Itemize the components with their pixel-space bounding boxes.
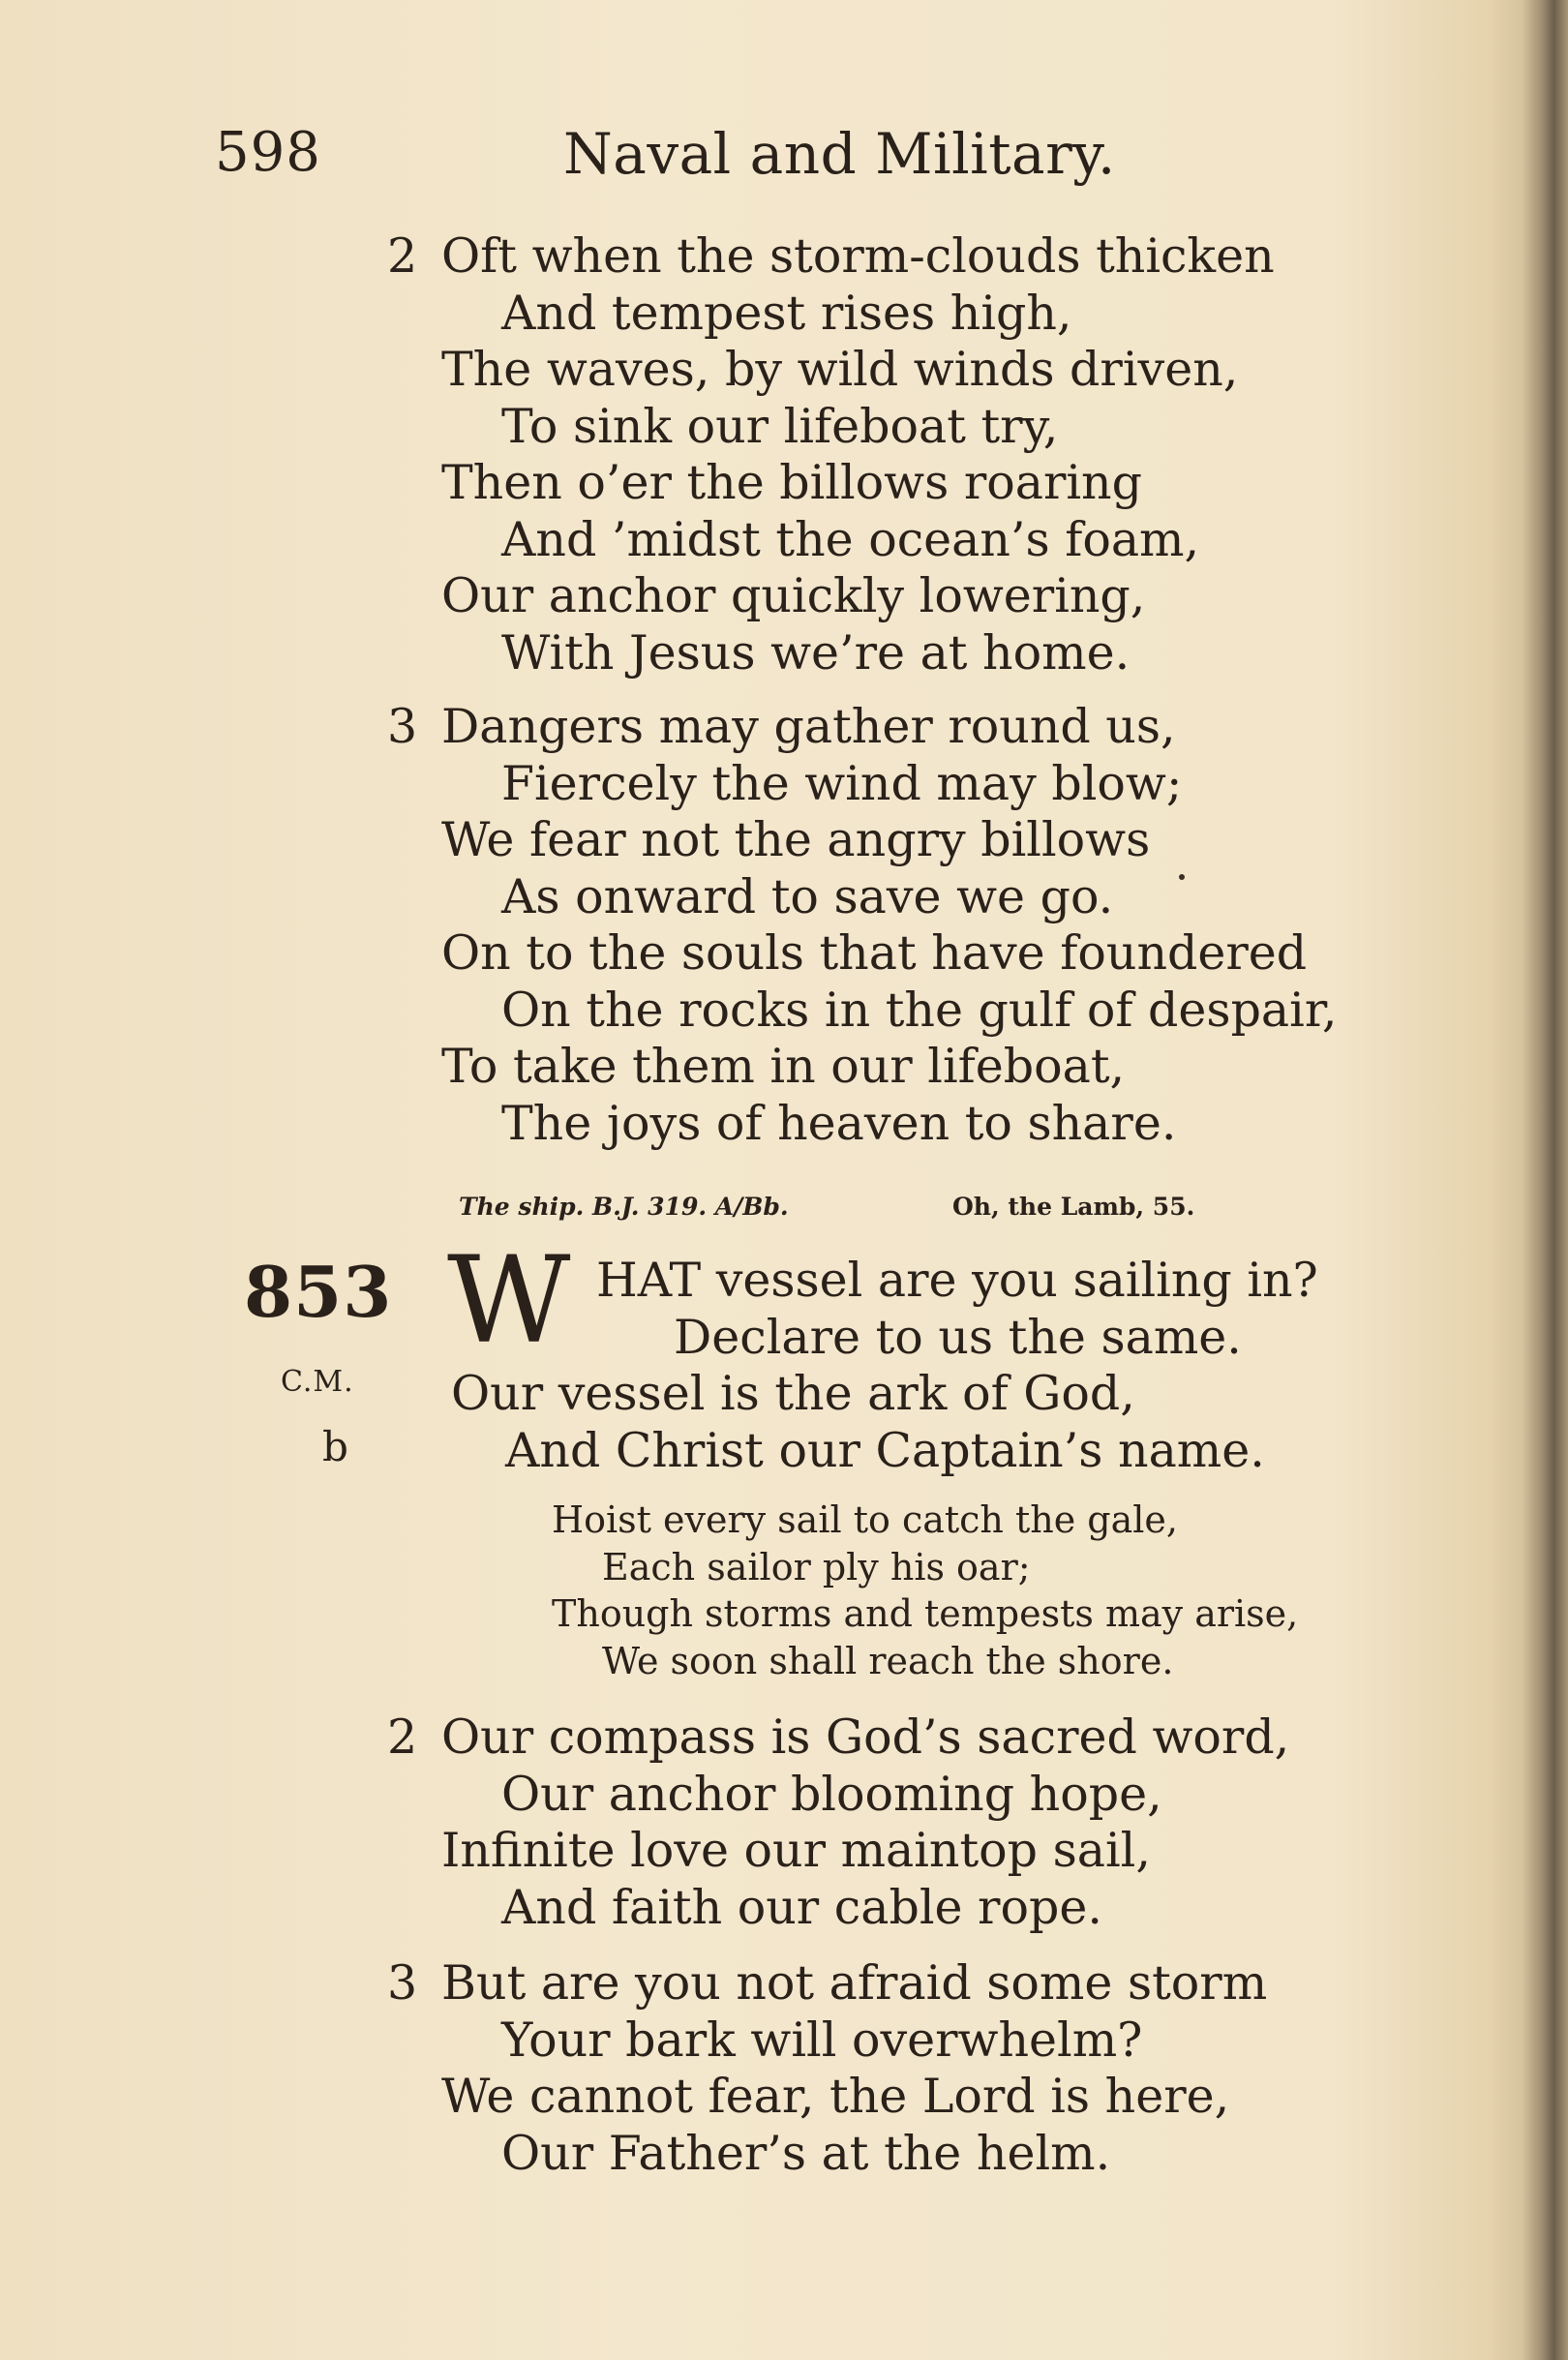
chorus <box>552 1497 1423 1684</box>
verse-line: Our Father’s at the helm. <box>501 2125 1111 2181</box>
verse-block <box>387 1955 1413 2182</box>
verse-line: On the rocks in the gulf of despair, <box>501 982 1338 1038</box>
verse-block <box>387 699 1413 1152</box>
verse-line: On to the souls that have foundered <box>441 925 1308 981</box>
verse-block <box>387 1709 1413 1936</box>
verse-line: Our compass is God’s sacred word, <box>441 1709 1290 1765</box>
verse-line: And faith our cable rope. <box>501 1879 1102 1935</box>
verse-line: And ’midst the ocean’s foam, <box>501 511 1200 567</box>
tune-reference <box>459 1193 1330 1231</box>
verse-block <box>387 228 1413 681</box>
verse-line: And tempest rises high, <box>501 285 1072 341</box>
verse-line: Oft when the storm-clouds thicken <box>441 228 1275 284</box>
verse-number: 3 <box>387 1955 418 2011</box>
chorus-line: We soon shall reach the shore. <box>602 1639 1174 1682</box>
tune-left: The ship. B.J. 319. A/Bb. <box>459 1193 789 1221</box>
chorus-line: Though storms and tempests may arise, <box>552 1592 1299 1635</box>
verse-line: Dangers may gather round us, <box>441 699 1176 754</box>
chorus-line: Each sailor ply his oar; <box>602 1545 1031 1588</box>
hymn-number: 853 <box>244 1251 393 1333</box>
verse-line: Fiercely the wind may blow; <box>501 755 1183 811</box>
hymn-key: b <box>322 1423 348 1470</box>
page-edge <box>1522 0 1568 2360</box>
page-number: 598 <box>215 121 321 184</box>
chorus-line: Hoist every sail to catch the gale, <box>552 1498 1179 1541</box>
verse-line: Then o’er the billows roaring <box>441 455 1142 510</box>
verse-line: And Christ our Captain’s name. <box>505 1422 1265 1478</box>
verse-line: The waves, by wild winds driven, <box>441 342 1239 397</box>
verse-line: To take them in our lifeboat, <box>441 1039 1126 1094</box>
tune-right: Oh, the Lamb, 55. <box>952 1193 1195 1221</box>
verse-line: Our anchor blooming hope, <box>501 1766 1162 1822</box>
verse-line: The joys of heaven to share. <box>501 1095 1177 1151</box>
verse-line: We cannot fear, the Lord is here, <box>441 2069 1230 2124</box>
verse-line: As onward to save we go. <box>501 868 1114 924</box>
page-header <box>215 121 1183 198</box>
first-verse <box>451 1253 1438 1479</box>
running-title: Naval and Military. <box>563 121 1116 187</box>
verse-line: Your bark will overwhelm? <box>501 2012 1143 2068</box>
hymn-meter: C.M. <box>281 1365 354 1399</box>
verse-line: Our vessel is the ark of God, <box>451 1366 1135 1421</box>
verse-line: With Jesus we’re at home. <box>501 624 1131 681</box>
verse-line: We fear not the angry billows <box>441 812 1151 867</box>
verse-line: Our anchor quickly lowering, <box>441 568 1146 623</box>
verse-line: To sink our lifeboat try, <box>501 398 1059 454</box>
verse-line: But are you not afraid some storm <box>441 1955 1268 2011</box>
drop-cap: W <box>447 1231 567 1371</box>
verse-number: 2 <box>387 228 418 284</box>
ink-speck <box>1179 874 1185 880</box>
verse-number: 3 <box>387 699 418 754</box>
verse-line: HAT vessel are you sailing in? <box>596 1253 1318 1308</box>
verse-line: Declare to us the same. <box>674 1309 1242 1365</box>
verse-number: 2 <box>387 1709 418 1765</box>
verse-line: Infinite love our maintop sail, <box>441 1823 1151 1878</box>
